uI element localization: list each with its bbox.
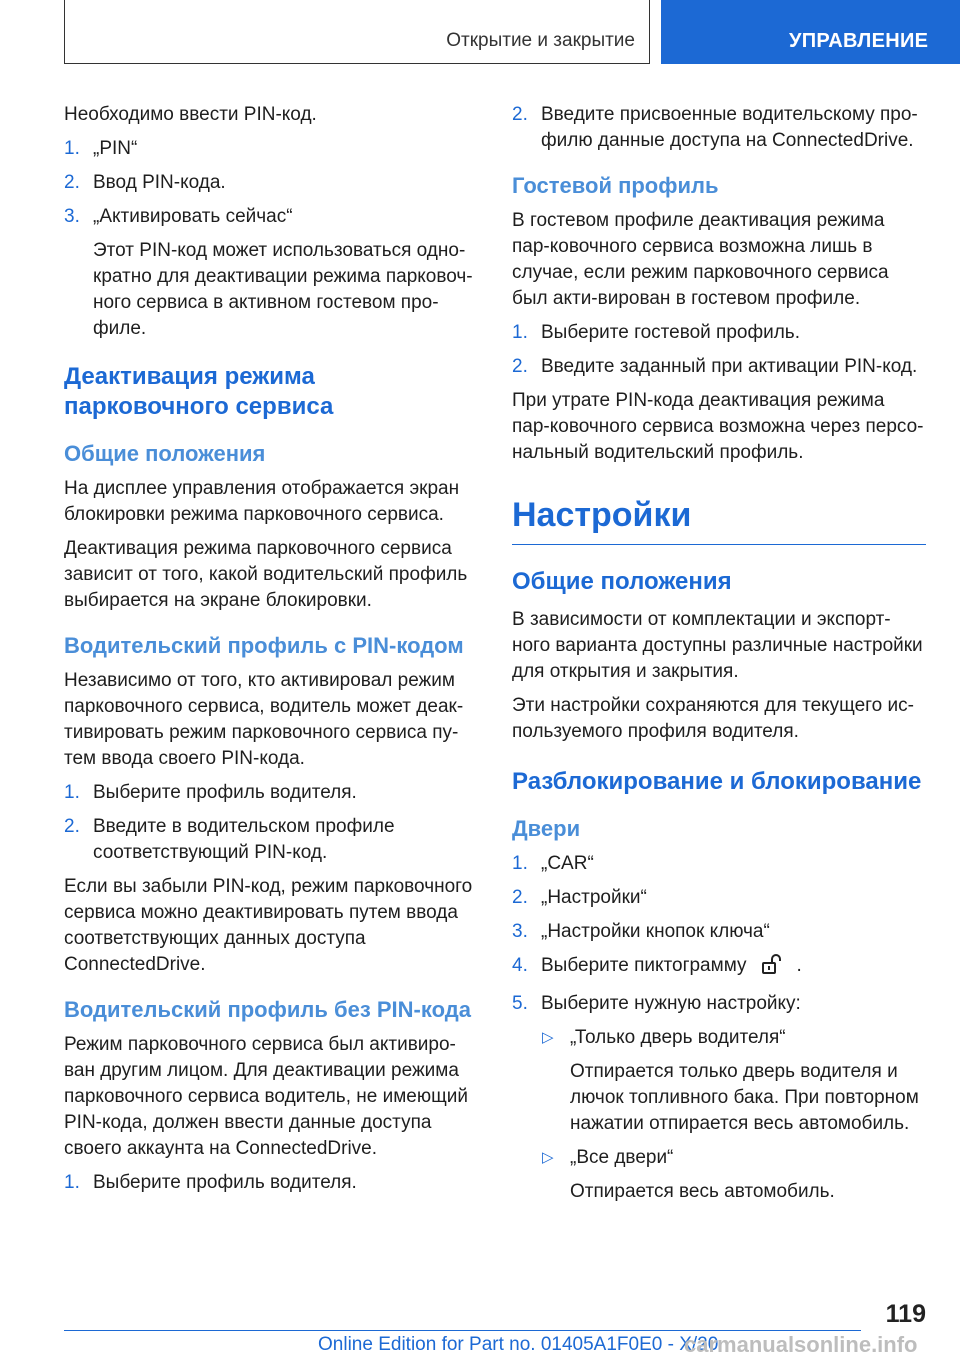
list-text: Введите присвоенные водительскому про-филю данные доступа на ConnectedDrive.: [541, 104, 918, 151]
edition-text: Online Edition for Part no. 01405A1F0E0 - X/20: [318, 1334, 719, 1355]
paragraph: В гостевом профиле деактивация режима пар-ковочного сервиса возможна лишь в случае, если режим парковочного сервиса был акти-вирован в гостевом профиле.: [512, 210, 889, 309]
section-title: Открытие и закрытие: [446, 30, 635, 51]
with-pin-steps-list: [64, 780, 478, 866]
paragraph: Режим парковочного сервиса был активиро-ван другим лицом. Для деактивации режима парковочного сервиса водитель, не имеющий PIN-кода, должен ввести данные доступа своего аккаунта на ConnectedDrive.: [64, 1034, 468, 1159]
list-item: [64, 170, 478, 196]
list-number: 2.: [64, 816, 80, 837]
bullet-subtext: Отпирается весь автомобиль.: [570, 1181, 835, 1202]
list-item: [64, 204, 478, 342]
list-number: 5.: [512, 993, 528, 1014]
list-item: [512, 102, 926, 154]
list-subtext: Этот PIN-код может использоваться одно-кратно для деактивации режима парковоч-ного сервиса в активном гостевом про-филе.: [93, 240, 473, 339]
list-number: 3.: [64, 206, 80, 227]
list-text: Выберите пиктограмму: [541, 955, 747, 976]
bullet-item: [512, 1025, 926, 1137]
list-text: „Активировать сейчас“: [93, 206, 293, 227]
list-item: [512, 354, 926, 380]
unlocked-padlock-icon: [760, 953, 784, 983]
heading-deactivation: Деактивация режима парковочного сервиса: [64, 363, 334, 420]
triangle-bullet-icon: ▷: [542, 1029, 554, 1046]
heading-guest-profile: Гостевой профиль: [512, 173, 719, 198]
list-number: 1.: [64, 782, 80, 803]
heading-settings: Настройки: [512, 494, 926, 545]
list-number: 2.: [512, 356, 528, 377]
list-text: Выберите профиль водителя.: [93, 1172, 357, 1193]
heading-general: Общие положения: [64, 441, 266, 466]
list-number: 1.: [64, 1172, 80, 1193]
list-text: „CAR“: [541, 853, 594, 874]
pin-steps-list: [64, 136, 478, 342]
list-text: „Настройки кнопок ключа“: [541, 921, 770, 942]
list-text: Выберите гостевой профиль.: [541, 322, 800, 343]
list-number: 2.: [512, 887, 528, 908]
list-text: Введите в водительском профиле соответствующий PIN-код.: [93, 816, 395, 863]
paragraph: Независимо от того, кто активировал режим парковочного сервиса, водитель может деак-тивировать режим парковочного сервиса пу-тем ввода своего PIN-кода.: [64, 670, 464, 769]
list-item: [64, 136, 478, 162]
list-item: [512, 919, 926, 945]
list-text-tail: .: [796, 955, 802, 976]
list-number: 2.: [512, 104, 528, 125]
intro-text: Необходимо ввести PIN-код.: [64, 104, 317, 125]
triangle-bullet-icon: ▷: [542, 1149, 554, 1166]
bullet-subtext: Отпирается только дверь водителя и лючок топливного бака. При повторном нажатии отпирается весь автомобиль.: [570, 1061, 919, 1134]
paragraph: В зависимости от комплектации и экспорт-ного варианта доступны различные настройки для открытия и закрытия.: [512, 609, 923, 682]
heading-general-settings: Общие положения: [512, 568, 732, 595]
list-number: 1.: [64, 138, 80, 159]
doors-steps-list: [512, 851, 926, 1017]
bullet-text: „Только дверь водителя“: [570, 1027, 786, 1048]
list-item: [512, 991, 926, 1017]
list-item: [64, 780, 478, 806]
list-number: 2.: [64, 172, 80, 193]
list-item: [64, 1170, 478, 1196]
chapter-tab: УПРАВЛЕНИЕ: [661, 0, 960, 64]
paragraph: Если вы забыли PIN-код, режим парковочного сервиса можно деактивировать путем ввода соответствующих данных доступа ConnectedDrive.: [64, 876, 473, 975]
bullet-item: [512, 1145, 926, 1205]
list-text: Введите заданный при активации PIN-код.: [541, 356, 918, 377]
list-number: 1.: [512, 322, 528, 343]
door-options-list: [512, 1025, 926, 1205]
list-text: Ввод PIN-кода.: [93, 172, 226, 193]
footer-divider: [64, 1330, 861, 1331]
paragraph: При утрате PIN-кода деактивация режима пар-ковочного сервиса возможна через персо-нальный водительский профиль.: [512, 390, 924, 463]
list-number: 3.: [512, 921, 528, 942]
paragraph: Эти настройки сохраняются для текущего ис-пользуемого профиля водителя.: [512, 695, 914, 742]
list-item: [512, 953, 926, 983]
right-column: [512, 102, 926, 1213]
paragraph: Деактивация режима парковочного сервиса зависит от того, какой водительский профиль выбирается на экране блокировки.: [64, 538, 468, 611]
heading-unlock-lock: Разблокирование и блокирование: [512, 768, 922, 795]
list-text: Выберите нужную настройку:: [541, 993, 801, 1014]
guest-steps-list: [512, 320, 926, 380]
paragraph: На дисплее управления отображается экран блокировки режима парковочного сервиса.: [64, 478, 460, 525]
heading-doors: Двери: [512, 816, 581, 841]
list-text: Выберите профиль водителя.: [93, 782, 357, 803]
heading-profile-with-pin: Водительский профиль с PIN-кодом: [64, 633, 464, 658]
heading-profile-without-pin: Водительский профиль без PIN-кода: [64, 997, 471, 1022]
page-number: 119: [885, 1300, 926, 1328]
list-number: 1.: [512, 853, 528, 874]
watermark: carmanualsonline.info: [684, 1332, 918, 1357]
header-frame: [64, 0, 650, 64]
without-pin-steps-list: [64, 1170, 478, 1196]
list-item: [512, 851, 926, 877]
list-number: 4.: [512, 955, 528, 976]
list-item: [64, 814, 478, 866]
list-item: [512, 885, 926, 911]
left-column: [64, 102, 478, 1204]
list-text: „Настройки“: [541, 887, 647, 908]
list-text: „PIN“: [93, 138, 138, 159]
bullet-text: „Все двери“: [570, 1147, 674, 1168]
list-item: [512, 320, 926, 346]
